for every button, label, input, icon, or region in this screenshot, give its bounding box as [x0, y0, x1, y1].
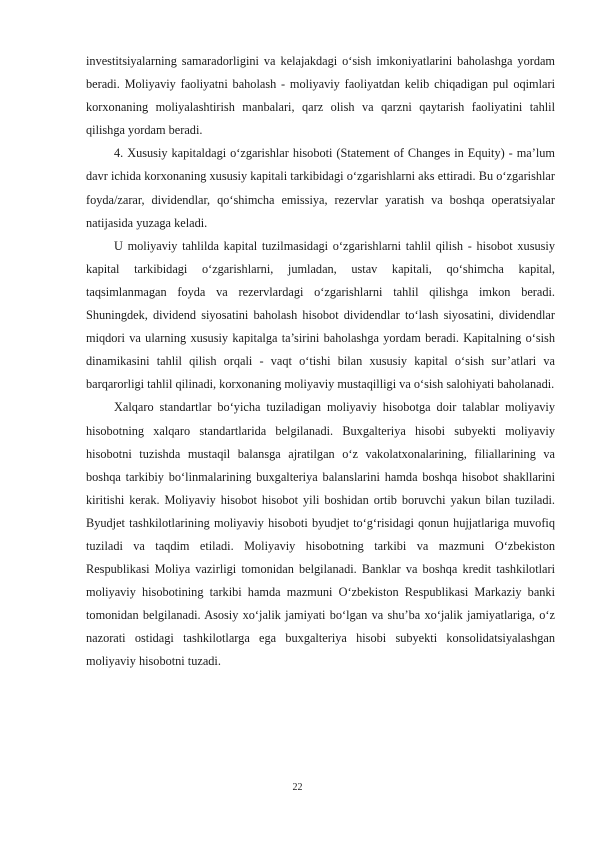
- paragraph-statement-of-changes-in-equity: 4. Xususiy kapitaldagi o‘zgarishlar hisoboti (Statement of Changes in Equity) - ma’lum davr ichida korxonaning xususiy kapitali tarkibidagi o‘zgarishlarni aks ettiradi. Bu o‘zgarishlar foyda/zarar, dividendlar, qo‘shimcha emissiya, rezervlar yaratish va boshqa operatsiyalar natijasida yuzaga keladi.: [86, 146, 555, 230]
- document-page: [86, 50, 555, 674]
- paragraph-continuation: investitsiyalarning samaradorligini va kelajakdagi o‘sish imkoniyatlarini baholashga yordam beradi. Moliyaviy faoliyatni baholash - moliyaviy faoliyatdan kelib chiqadigan pul oqimlari korxonaning moliyalashtirish manbalari, qarz olish va qarzni qaytarish faoliyatini tahlil qilishga yordam beradi.: [86, 54, 555, 138]
- paragraph-equity-analysis: U moliyaviy tahlilda kapital tuzilmasidagi o‘zgarishlarni tahlil qilish - hisobot xususiy kapital tarkibidagi o‘zgarishlarni, jumladan, ustav kapitali, qo‘shimcha kapital, taqsimlanmagan foyda va rezervlardagi o‘zgarishlarni tahlil qilishga imkon beradi. Shuningdek, dividend siyosatini baholash hisobot dividendlar to‘lash siyosatini, dividendlar miqdori va ularning xususiy kapitalga ta’sirini baholashga yordam beradi. Kapitalning o‘sish dinamikasini tahlil qilish orqali - vaqt o‘tishi bilan xususiy kapital o‘sish sur’atlari va barqarorligi tahlil qilinadi, korxonaning moliyaviy mustaqilligi va o‘sish salohiyati baholanadi.: [86, 238, 555, 392]
- page-number: 22: [292, 782, 303, 793]
- paragraph-international-standards: Xalqaro standartlar bo‘yicha tuziladigan moliyaviy hisobotga doir talablar moliyaviy hisobotning xalqaro standartlarida belgilanadi. Buxgalteriya hisobi subyekti moliyaviy hisobotni tuzishda mustaqil balansga ajratilgan o‘z vakolatxonalarining, filiallarining va boshqa tarkibiy bo‘linmalarining buxgalteriya balanslarini hamda boshqa hisobot shakllarini kiritishi kerak. Moliyaviy hisobot hisobot yili boshidan ortib boruvchi yakun bilan tuziladi. Byudjet tashkilotlarining moliyaviy hisoboti byudjet to‘g‘risidagi qonun hujjatlariga muvofiq tuziladi va taqdim etiladi. Moliyaviy hisobotning tarkibi va mazmuni O‘zbekiston Respublikasi Moliya vazirligi tomonidan belgilanadi. Banklar va boshqa kredit tashkilotlari moliyaviy hisobotining tarkibi hamda mazmuni O‘zbekiston Respublikasi Markaziy banki tomonidan belgilanadi. Asosiy xo‘jalik jamiyati bo‘lgan va shu’ba xo‘jalik jamiyatlariga, o‘z nazorati ostidagi tashkilotlarga ega buxgalteriya hisobi subyekti konsolidatsiyalashgan moliyaviy hisobotni tuzadi.: [86, 400, 555, 669]
